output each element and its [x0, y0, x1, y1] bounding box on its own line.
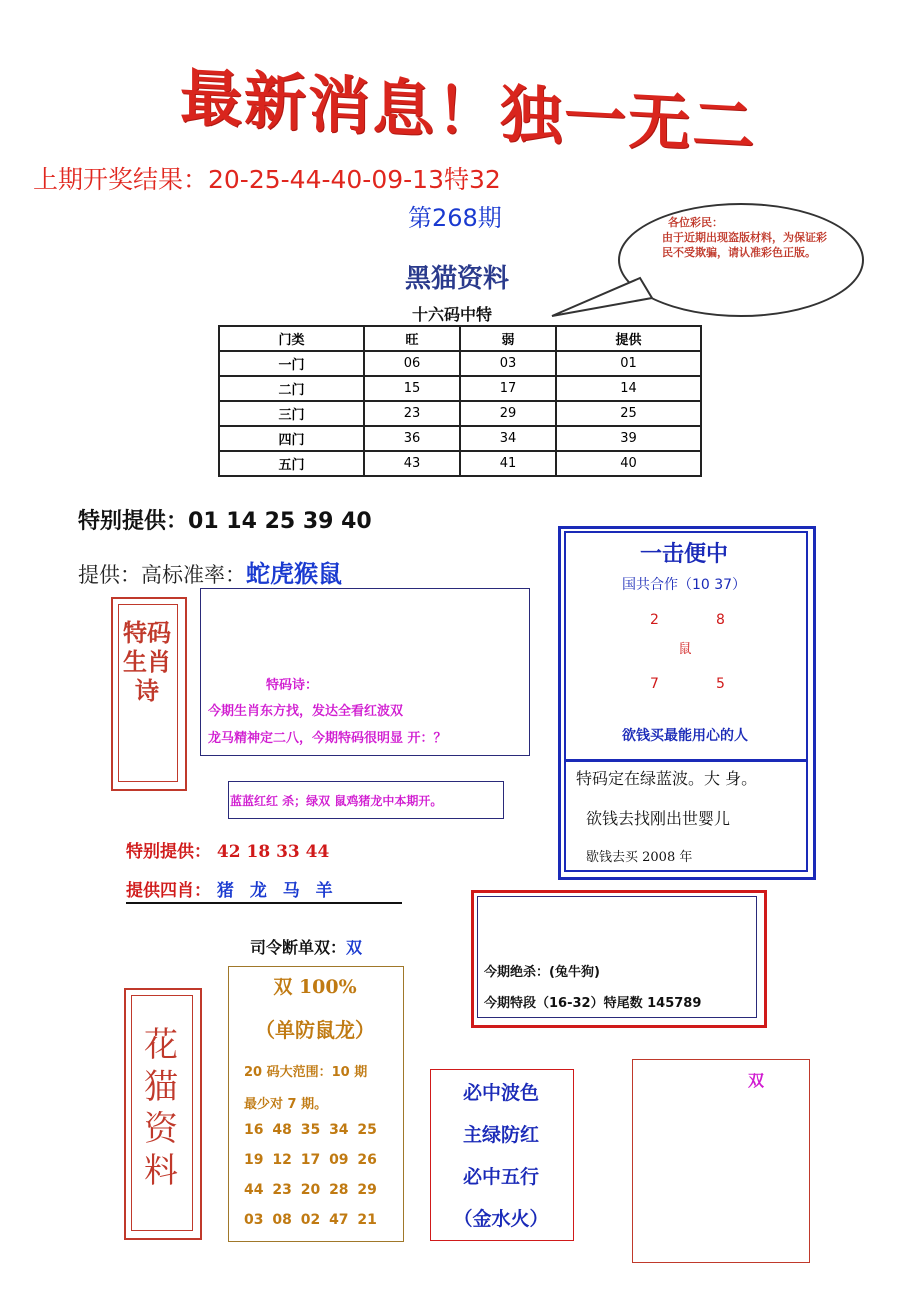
cell: 25: [556, 401, 701, 426]
bubble-title: 各位彩民：: [668, 216, 723, 229]
strike-number: 5: [716, 676, 725, 692]
poem-side-title: 特码生肖诗: [123, 618, 171, 705]
cell: 43: [364, 451, 460, 476]
wave-line: 必中波色: [462, 1082, 539, 1104]
strike-line-3: 歇钱去买 2008 年: [586, 850, 693, 865]
table-row: [219, 451, 701, 476]
strike-rat: 鼠: [678, 642, 692, 657]
special-offer-mid-numbers: 42 18 33 44: [216, 842, 330, 862]
header-weak: 弱: [460, 326, 556, 351]
door-label: 一门: [219, 351, 364, 376]
cell: 01: [556, 351, 701, 376]
double-line-4: 最少对 7 期。: [244, 1097, 328, 1112]
square-box-text: 双: [748, 1071, 765, 1090]
door-table-header: [219, 326, 701, 351]
table-row: [219, 376, 701, 401]
header-strong: 旺: [364, 326, 460, 351]
double-line-3: 20 码大范围：10 期: [244, 1065, 368, 1080]
headline: 最新消息！独一无二: [180, 60, 757, 164]
cell: 15: [364, 376, 460, 401]
table-row: [219, 401, 701, 426]
wave-line: （金水火）: [453, 1208, 549, 1230]
red-box-line-1: 今期绝杀：(兔牛狗): [484, 965, 600, 980]
double-line-2: （单防鼠龙）: [255, 1018, 375, 1042]
door-label: 三门: [219, 401, 364, 426]
cell: 14: [556, 376, 701, 401]
poem-line-2: 龙马精神定二八，今期特码很明显 开：？: [208, 731, 447, 746]
four-zodiac-label: 提供四肖：: [126, 881, 211, 901]
special-offer-top: [78, 504, 398, 535]
strike-line-1: 特码定在绿蓝波。大 身。: [576, 769, 758, 788]
special-offer-numbers: 01 14 25 39 40: [188, 509, 372, 534]
table-row: [219, 426, 701, 451]
door-label: 四门: [219, 426, 364, 451]
high-standard-label: 提供：高标准率：: [78, 563, 246, 587]
cell: 06: [364, 351, 460, 376]
cell: 40: [556, 451, 701, 476]
special-offer-mid-label: 特别提供：: [126, 842, 211, 862]
commander-label: 司令断单双：: [250, 938, 347, 957]
square-box: [632, 1059, 810, 1263]
strike-line-2: 欲钱去找刚出世婴儿: [586, 809, 731, 828]
cell: 41: [460, 451, 556, 476]
header-category: 门类: [219, 326, 364, 351]
commander-odd-even: [250, 935, 362, 958]
bubble-body: 由于近期出现盗版材料，为保证彩民不受欺骗，请认准彩色正版。: [662, 231, 827, 259]
four-zodiac: [126, 876, 338, 901]
special-offer-label: 特别提供：: [78, 509, 189, 534]
poem-line-1: 今期生肖东方找，发达全看红波双: [208, 704, 404, 719]
double-number-row: 44 23 20 28 29: [244, 1182, 377, 1198]
poem-title: 特码诗：: [266, 678, 319, 693]
divider: [126, 902, 402, 904]
kill-line: 蓝蓝红红 杀；绿双 鼠鸡猪龙中本期开。: [230, 794, 443, 808]
last-result: 上期开奖结果：20-25-44-40-09-13特32: [33, 165, 501, 194]
door-label: 二门: [219, 376, 364, 401]
double-number-row: 03 08 02 47 21: [244, 1212, 377, 1228]
four-zodiac-value: 猪 龙 马 羊: [216, 881, 338, 901]
strike-number: 8: [716, 612, 725, 628]
strike-subtitle: 国共合作（10 37）: [621, 577, 747, 593]
door-label: 五门: [219, 451, 364, 476]
bubble-note: [650, 215, 830, 260]
wave-line: 必中五行: [462, 1166, 539, 1188]
cell: 36: [364, 426, 460, 451]
cell: 34: [460, 426, 556, 451]
cell: 03: [460, 351, 556, 376]
double-line-1: 双 100%: [273, 976, 357, 998]
issue-number: 第268期: [408, 204, 502, 232]
wave-line: 主绿防红: [462, 1124, 539, 1146]
cell: 39: [556, 426, 701, 451]
sixteen-code-title: 十六码中特: [412, 305, 493, 324]
cell: 17: [460, 376, 556, 401]
high-standard-zodiac: 蛇虎猴鼠: [246, 559, 342, 588]
red-box-line-2: 今期特段（16-32）特尾数 145789: [484, 996, 702, 1011]
strike-number: 7: [650, 676, 659, 692]
strike-motto: 欲钱买最能用心的人: [622, 728, 748, 744]
special-offer-mid: [126, 837, 329, 862]
strike-number: 2: [650, 612, 659, 628]
high-standard-line: [78, 554, 342, 589]
door-table: [218, 325, 702, 477]
cell: 29: [460, 401, 556, 426]
cell: 23: [364, 401, 460, 426]
double-number-row: 16 48 35 34 25: [244, 1122, 377, 1138]
double-number-row: 19 12 17 09 26: [244, 1152, 377, 1168]
commander-value: 双: [346, 938, 363, 957]
strike-title: 一击便中: [639, 541, 728, 567]
huamao-title: 花猫资料: [144, 1025, 178, 1191]
heimao-title: 黑猫资料: [405, 264, 510, 294]
header-provide: 提供: [556, 326, 701, 351]
table-row: [219, 351, 701, 376]
